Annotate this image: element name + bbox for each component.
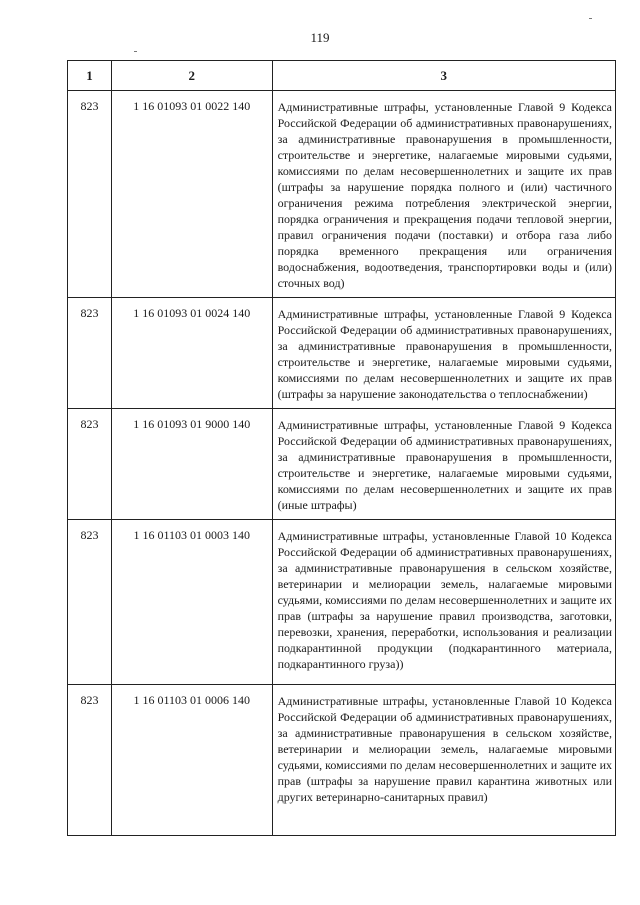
table-row [68,409,616,520]
budget-code-cell: 1 16 01093 01 0022 140 [111,91,272,298]
admin-code-cell: 823 [68,409,112,520]
scan-speck [589,18,592,19]
table-row [68,91,616,298]
description-cell: Административные штрафы, установленные Главой 9 Кодекса Российской Федерации об административных правонарушениях, за административные правонарушения в промышленности, строительстве и энергетике, налагаемые мировыми судьями, комиссиями по делам несовершеннолетних и защите их прав (штрафы за нарушение законодательства о теплоснабжении) [272,298,615,409]
column-header: 1 [68,61,112,91]
table-row [68,298,616,409]
table-row [68,520,616,685]
table-row [68,685,616,836]
scan-speck [134,51,137,52]
budget-code-cell: 1 16 01093 01 0024 140 [111,298,272,409]
admin-code-cell: 823 [68,91,112,298]
description-cell: Административные штрафы, установленные Главой 9 Кодекса Российской Федерации об административных правонарушениях, за административные правонарушения в промышленности, строительстве и энергетике, налагаемые мировыми судьями, комиссиями по делам несовершеннолетних и защите их прав (штрафы за нарушение порядка полного и (или) частичного ограничения режима потребления электрической энергии, порядка ограничения и прекращения подачи тепловой энергии, правил ограничения подачи (поставки) и отбора газа либо порядка временного прекращения или ограничения водоснабжения, водоотведения, транспортировки воды и (или) сточных вод) [272,91,615,298]
column-header: 3 [272,61,615,91]
column-header: 2 [111,61,272,91]
admin-code-cell: 823 [68,520,112,685]
admin-code-cell: 823 [68,298,112,409]
description-cell: Административные штрафы, установленные Главой 9 Кодекса Российской Федерации об административных правонарушениях, за административные правонарушения в промышленности, строительстве и энергетике, налагаемые мировыми судьями, комиссиями по делам несовершеннолетних и защите их прав (иные штрафы) [272,409,615,520]
page-number: 119 [310,30,330,45]
admin-code-cell: 823 [68,685,112,836]
budget-code-cell: 1 16 01103 01 0003 140 [111,520,272,685]
description-cell: Административные штрафы, установленные Главой 10 Кодекса Российской Федерации об административных правонарушениях, за административные правонарушения в сельском хозяйстве, ветеринарии и мелиорации земель, налагаемые мировыми судьями, комиссиями по делам несовершеннолетних и защите их прав (штрафы за нарушение правил производства, заготовки, перевозки, хранения, переработки, использования и реализации подкарантинной продукции (подкарантинного материала, подкарантинного груза)) [272,520,615,685]
budget-code-cell: 1 16 01103 01 0006 140 [111,685,272,836]
budget-code-cell: 1 16 01093 01 9000 140 [111,409,272,520]
description-cell: Административные штрафы, установленные Главой 10 Кодекса Российской Федерации об административных правонарушениях, за административные правонарушения в сельском хозяйстве, ветеринарии и мелиорации земель, налагаемые мировыми судьями, комиссиями по делам несовершеннолетних и защите их прав (штрафы за нарушение правил карантина животных или других ветеринарно-санитарных правил) [272,685,615,836]
fines-table [67,60,616,836]
table-header-row [68,61,616,91]
